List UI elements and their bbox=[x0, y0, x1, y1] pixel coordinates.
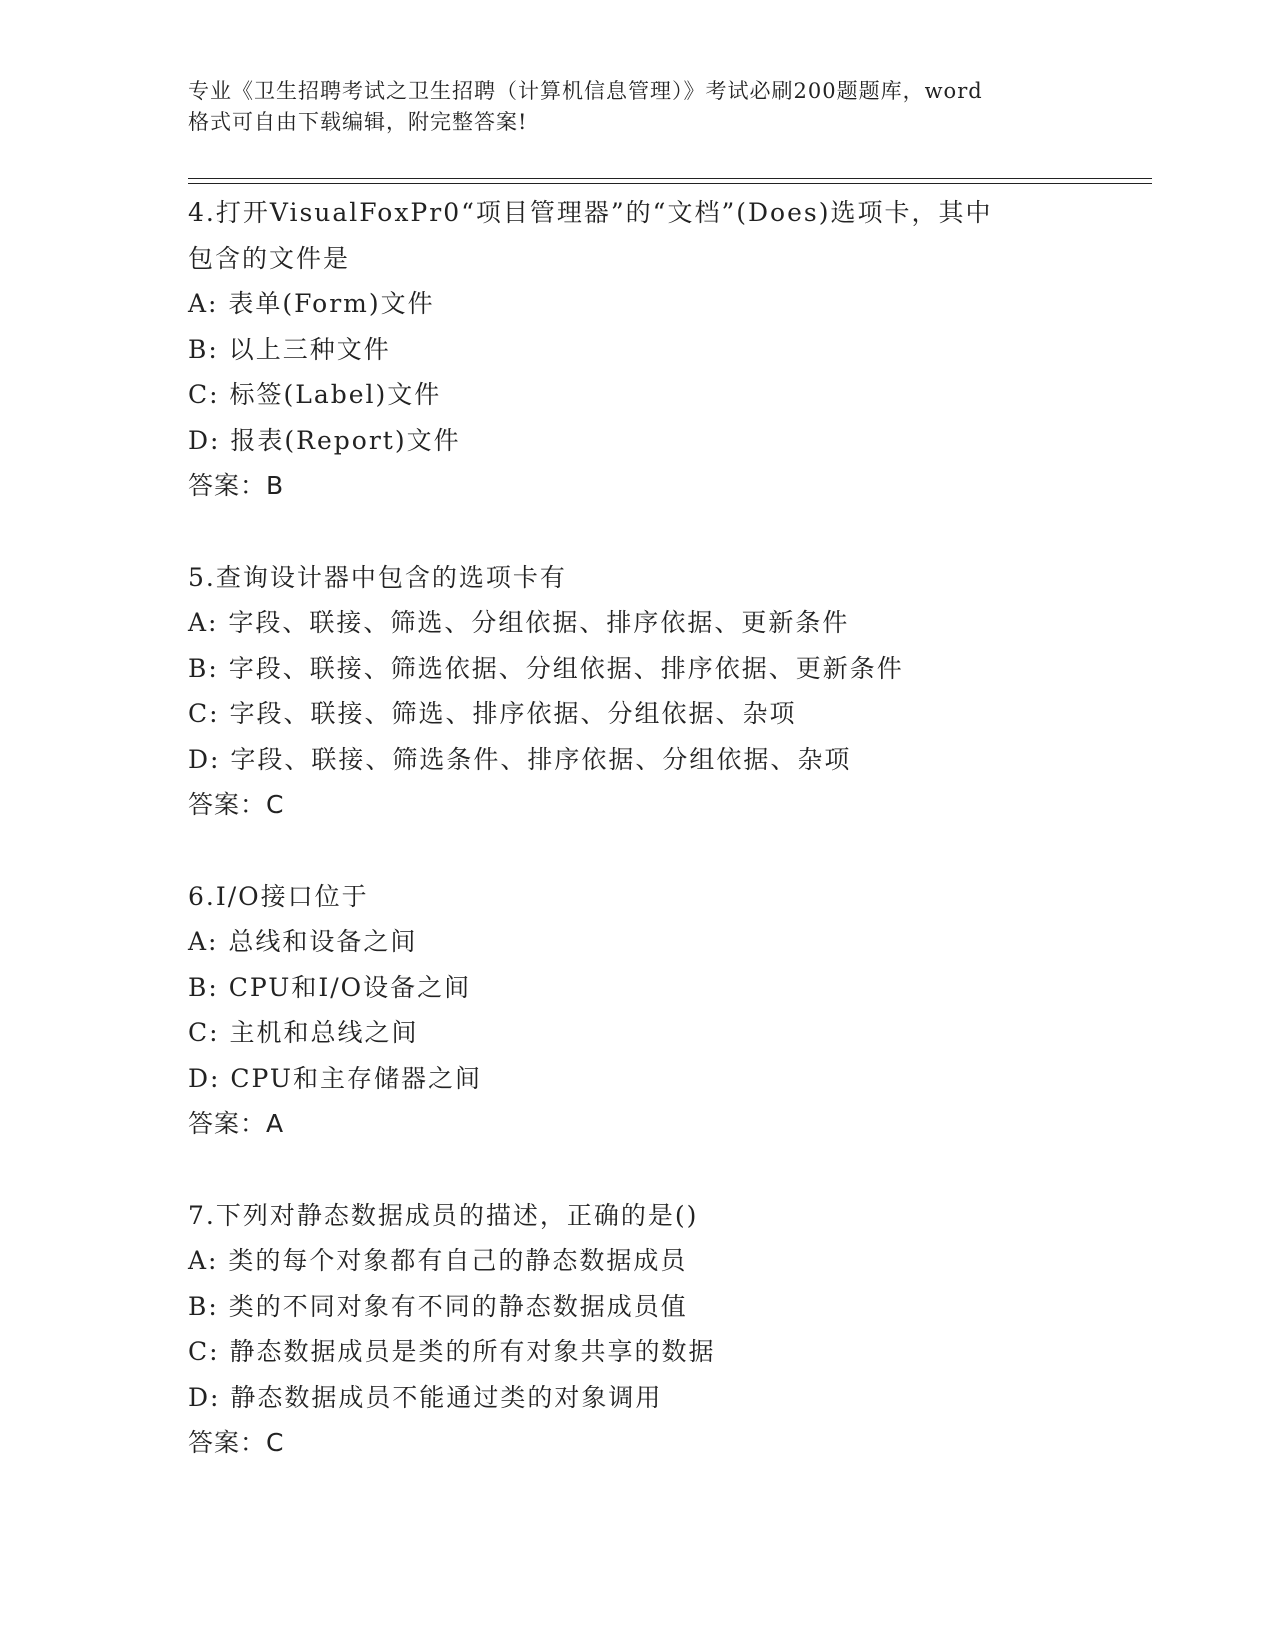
document-header bbox=[188, 76, 1088, 138]
question-list bbox=[188, 190, 1148, 1512]
option-b: B: 类的不同对象有不同的静态数据成员值 bbox=[188, 1291, 688, 1321]
question-4 bbox=[188, 190, 1148, 509]
question-5 bbox=[188, 555, 1148, 828]
option-d: D: CPU和主存储器之间 bbox=[188, 1063, 482, 1093]
answer-key: 答案：C bbox=[188, 790, 285, 819]
option-c: C: 主机和总线之间 bbox=[188, 1018, 419, 1047]
question-stem: 6.I/O接口位于 bbox=[188, 881, 369, 911]
header-divider-top bbox=[188, 178, 1152, 179]
header-title-line-1: 专业《卫生招聘考试之卫生招聘（计算机信息管理）》考试必刷200题题库，word bbox=[188, 79, 983, 103]
question-7 bbox=[188, 1193, 1148, 1466]
option-d: D: 字段、联接、筛选条件、排序依据、分组依据、杂项 bbox=[188, 744, 852, 774]
header-divider-bottom bbox=[188, 183, 1152, 184]
option-c: C: 字段、联接、筛选、排序依据、分组依据、杂项 bbox=[188, 699, 797, 728]
option-a: A: 字段、联接、筛选、分组依据、排序依据、更新条件 bbox=[188, 608, 850, 637]
option-b: B: 字段、联接、筛选依据、分组依据、排序依据、更新条件 bbox=[188, 653, 904, 683]
option-a: A: 表单(Form)文件 bbox=[188, 289, 435, 318]
option-b: B: CPU和I/O设备之间 bbox=[188, 972, 472, 1002]
question-6 bbox=[188, 874, 1148, 1147]
answer-key: 答案：A bbox=[188, 1109, 285, 1138]
answer-key: 答案：B bbox=[188, 471, 285, 500]
option-b: B: 以上三种文件 bbox=[188, 334, 391, 364]
header-title-line-2: 格式可自由下载编辑，附完整答案! bbox=[188, 110, 528, 134]
option-a: A: 类的每个对象都有自己的静态数据成员 bbox=[188, 1246, 688, 1275]
option-c: C: 静态数据成员是类的所有对象共享的数据 bbox=[188, 1337, 716, 1366]
question-stem: 4.打开VisualFoxPr0“项目管理器”的“文档”(Does)选项卡，其中 bbox=[188, 198, 993, 227]
option-c: C: 标签(Label)文件 bbox=[188, 380, 442, 409]
answer-key: 答案：C bbox=[188, 1428, 285, 1457]
question-stem-continuation: 包含的文件是 bbox=[188, 243, 351, 273]
option-d: D: 报表(Report)文件 bbox=[188, 425, 461, 455]
question-stem: 7.下列对静态数据成员的描述，正确的是() bbox=[188, 1200, 699, 1230]
question-stem: 5.查询设计器中包含的选项卡有 bbox=[188, 562, 567, 592]
option-d: D: 静态数据成员不能通过类的对象调用 bbox=[188, 1382, 663, 1412]
option-a: A: 总线和设备之间 bbox=[188, 927, 418, 956]
